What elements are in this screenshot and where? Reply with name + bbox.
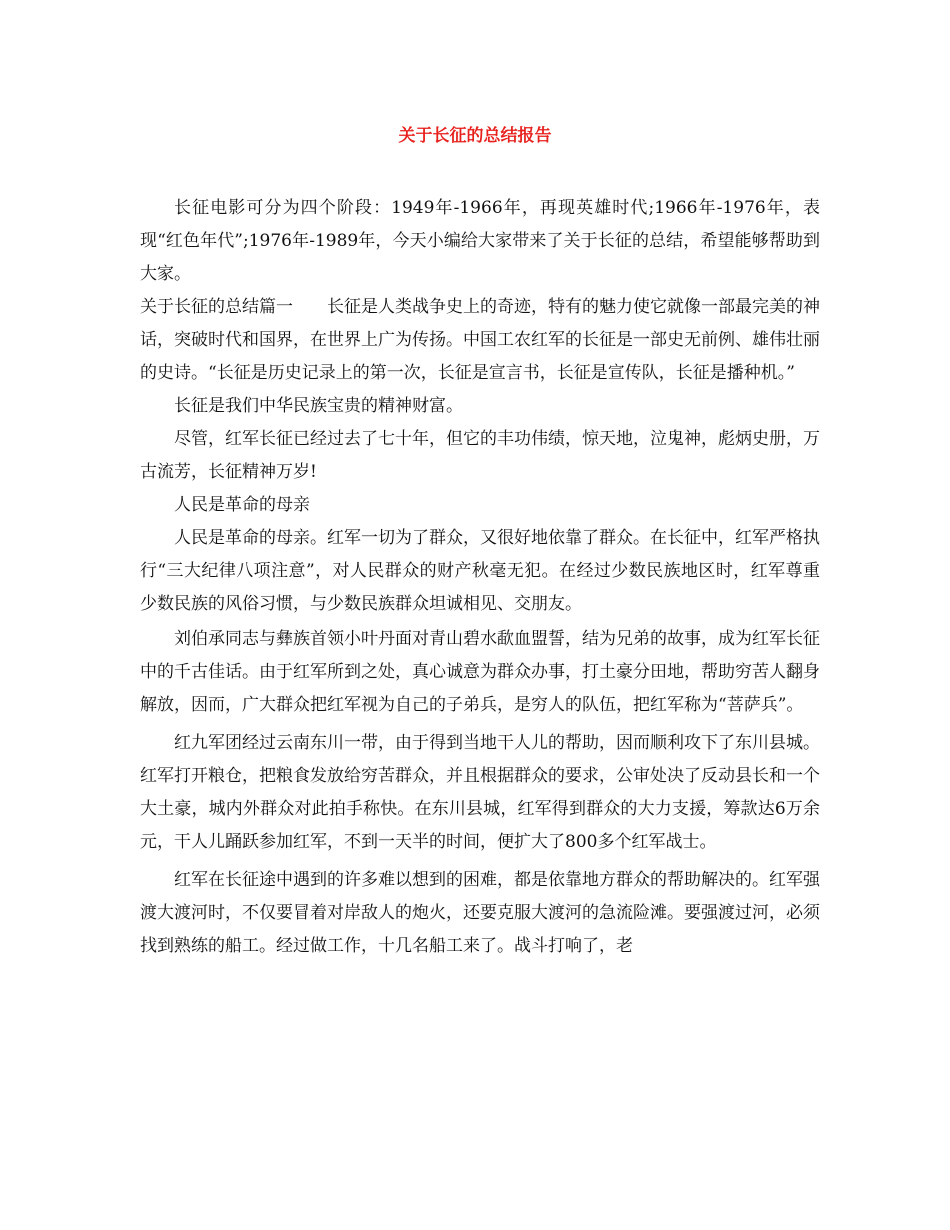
- paragraph-intro: 长征电影可分为四个阶段：1949年-1966年，再现英雄时代;1966年-1976年，表现“红色年代”;1976年-1989年，今天小编给大家带来了关于长征的总结，希望能够帮助到大家。: [140, 198, 820, 284]
- paragraph-ninth-corps: 红九军团经过云南东川一带，由于得到当地干人儿的帮助，因而顺利攻下了东川县城。红军打开粮仓，把粮食发放给穷苦群众，并且根据群众的要求，公审处决了反动县长和一个大土豪，城内外群众对此拍手称快。在东川县城，红军得到群众的大力支援，筹款达6万余元，干人儿踊跃参加红军，不到一天半的时间，便扩大了800多个红军战士。: [140, 733, 820, 852]
- paragraph-spiritual-wealth: 长征是我们中华民族宝贵的精神财富。: [174, 396, 463, 416]
- paragraph-dadu-river: 红军在长征途中遇到的许多难以想到的困难，都是依靠地方群众的帮助解决的。红军强渡大渡河时，不仅要冒着对岸敌人的炮火，还要克服大渡河的急流险滩。要强渡过河，必须找到熟练的船工。经过做工作，十几名船工来了。战斗打响了，老: [140, 870, 820, 956]
- document-body: [140, 192, 820, 963]
- paragraph-liu-bocheng: 刘伯承同志与彝族首领小叶丹面对青山碧水歃血盟誓，结为兄弟的故事，成为红军长征中的千古佳话。由于红军所到之处，真心诚意为群众办事，打土豪分田地，帮助穷苦人翻身解放，因而，广大群众把红军视为自己的子弟兵，是穷人的队伍，把红军称为“菩萨兵”。: [140, 629, 820, 715]
- paragraph-seventy-years: 尽管，红军长征已经过去了七十年，但它的丰功伟绩，惊天地，泣鬼神，彪炳史册，万古流芳，长征精神万岁!: [140, 429, 820, 482]
- paragraph-section-one: 关于长征的总结篇一 长征是人类战争史上的奇迹，特有的魅力使它就像一部最完美的神话，突破时代和国界，在世界上广为传扬。中国工农红军的长征是一部史无前例、雄伟壮丽的史诗。“长征是历史记录上的第一次，长征是宣言书，长征是宣传队，长征是播种机。”: [140, 297, 820, 383]
- document-title: 关于长征的总结报告: [398, 126, 552, 146]
- paragraph-subheading-people: 人民是革命的母亲: [174, 495, 310, 515]
- paragraph-people-mother: 人民是革命的母亲。红军一切为了群众，又很好地依靠了群众。在长征中，红军严格执行“三大纪律八项注意”，对人民群众的财产秋毫无犯。在经过少数民族地区时，红军尊重少数民族的风俗习惯，与少数民族群众坦诚相见、交朋友。: [140, 528, 820, 614]
